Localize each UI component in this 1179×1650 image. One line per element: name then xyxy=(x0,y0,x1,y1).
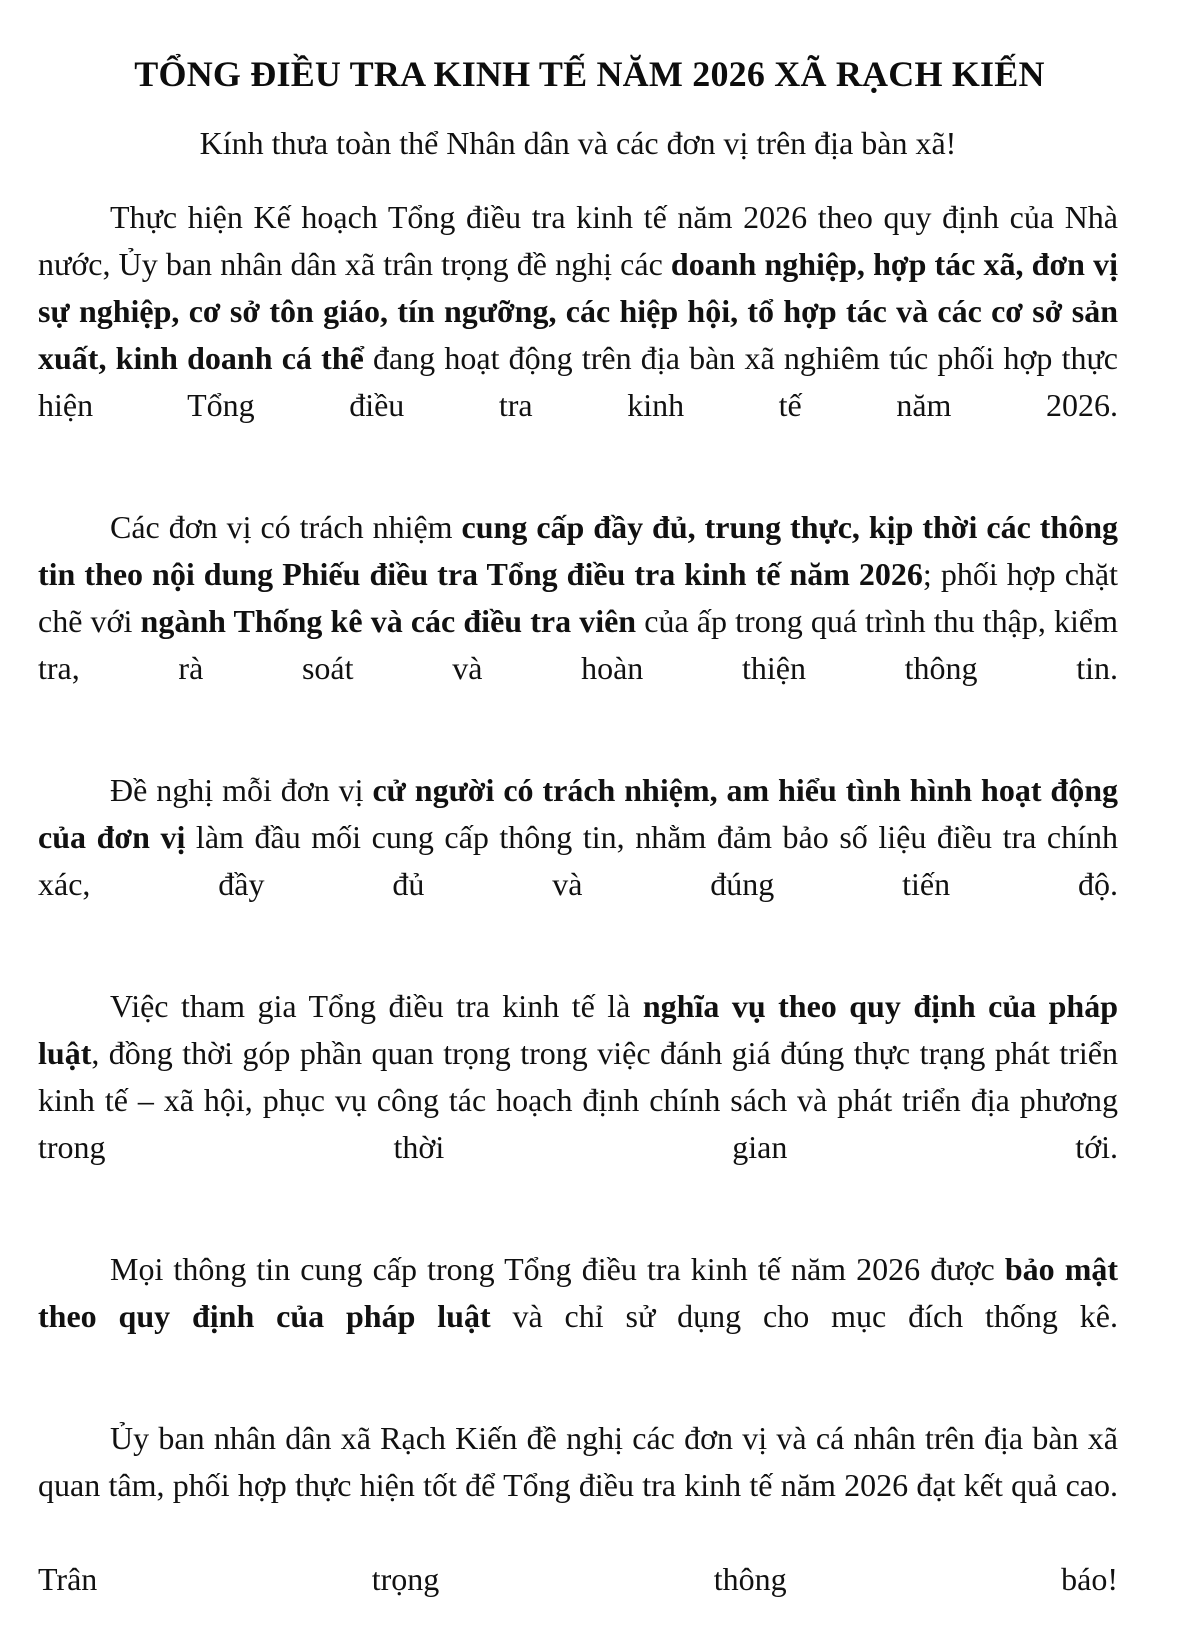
paragraph-6 xyxy=(38,1415,1118,1556)
paragraph-2-text-1: Các đơn vị có trách nhiệm xyxy=(110,509,462,545)
paragraph-5-text-2: và chỉ sử dụng cho mục đích thống kê. xyxy=(490,1298,1119,1334)
closing-line: Trân trọng thông báo! xyxy=(38,1561,1118,1597)
paragraph-4-text-1: Việc tham gia Tổng điều tra kinh tế là xyxy=(110,988,643,1024)
paragraph-1-bold-1: doanh nghiệp, hợp tác xã, đơn vị sự nghiệp, cơ sở tôn giáo, tín ngưỡng, các hiệp hội, tổ hợp tác và các cơ sở sản xuất, kinh doanh cá thể xyxy=(38,246,1119,376)
paragraph-2-bold-1: cung cấp đầy đủ, trung thực, kịp thời các thông tin theo nội dung Phiếu điều tra Tổng điều tra kinh tế năm 2026 xyxy=(38,509,1119,592)
paragraph-2-text-3: của ấp trong quá trình thu thập, kiểm tra, rà soát và hoàn thiện thông tin. xyxy=(38,603,1119,686)
paragraph-2 xyxy=(38,504,1118,739)
paragraph-5 xyxy=(38,1246,1118,1387)
paragraph-1-text-1: Thực hiện Kế hoạch Tổng điều tra kinh tế năm 2026 theo quy định của Nhà nước, Ủy ban nhân dân xã trân trọng đề nghị các xyxy=(38,199,1118,282)
paragraph-1-text-2: đang hoạt động trên địa bàn xã nghiêm túc phối hợp thực hiện Tổng điều tra kinh tế năm 2026. xyxy=(38,340,1119,423)
paragraph-2-bold-2: ngành Thống kê và các điều tra viên xyxy=(140,603,637,639)
paragraph-2-text-2: ; phối hợp chặt chẽ với xyxy=(38,556,1119,639)
paragraph-3-bold-1: cử người có trách nhiệm, am hiểu tình hình hoạt động của đơn vị xyxy=(38,772,1118,855)
paragraph-3-text-2: làm đầu mối cung cấp thông tin, nhằm đảm bảo số liệu điều tra chính xác, đầy đủ và đúng tiến độ. xyxy=(38,819,1119,902)
document-body xyxy=(0,120,1179,1650)
paragraph-4 xyxy=(38,983,1118,1218)
paragraph-1 xyxy=(38,194,1118,476)
paragraph-4-bold-1: nghĩa vụ theo quy định của pháp luật xyxy=(38,988,1119,1071)
greeting-line: Kính thưa toàn thể Nhân dân và các đơn vị trên địa bàn xã! xyxy=(199,125,957,161)
paragraph-4-text-2: , đồng thời góp phần quan trọng trong việc đánh giá đúng thực trạng phát triển kinh tế – xã hội, phục vụ công tác hoạch định chính sách và phát triển địa phương trong thời gian tới. xyxy=(38,1035,1118,1165)
paragraph-3-text-1: Đề nghị mỗi đơn vị xyxy=(110,772,373,808)
paragraph-5-text-1: Mọi thông tin cung cấp trong Tổng điều tra kinh tế năm 2026 được xyxy=(110,1251,1005,1287)
paragraph-6-text-1: Ủy ban nhân dân xã Rạch Kiến đề nghị các đơn vị và cá nhân trên địa bàn xã quan tâm, phối hợp thực hiện tốt để Tổng điều tra kinh tế năm 2026 đạt kết quả cao. xyxy=(38,1420,1118,1503)
paragraph-3 xyxy=(38,767,1118,955)
page-title: TỔNG ĐIỀU TRA KINH TẾ NĂM 2026 XÃ RẠCH KIẾN xyxy=(134,54,1045,94)
paragraph-5-bold-1: bảo mật theo quy định của pháp luật xyxy=(38,1251,1119,1334)
